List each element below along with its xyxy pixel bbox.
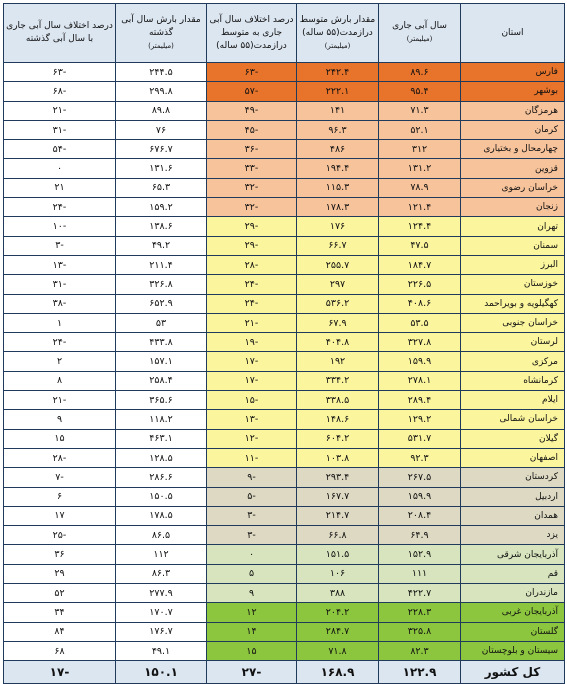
header-pct-vs-avg: درصد اختلاف سال آبی جاری به متوسط درازمدت(۵۵ ساله) — [207, 4, 297, 63]
cell-province: خراسان رضوی — [461, 178, 565, 197]
cell-pct-vs-last: ۶ — [4, 487, 116, 506]
cell-last-year: ۶۷۶.۷ — [116, 140, 207, 159]
cell-pct-vs-avg: -۲۹ — [207, 236, 297, 255]
cell-long-term-avg: ۶۰۴.۲ — [297, 429, 379, 448]
cell-pct-vs-avg: -۹ — [207, 468, 297, 487]
cell-province: چهارمحال و بختیاری — [461, 140, 565, 159]
cell-long-term-avg: ۲۰۴.۲ — [297, 603, 379, 622]
table-row — [4, 140, 565, 159]
cell-pct-vs-last: ۶۸ — [4, 641, 116, 660]
cell-long-term-avg: ۱۰۳.۸ — [297, 448, 379, 467]
cell-last-year: ۱۱۲ — [116, 545, 207, 564]
cell-pct-vs-avg: ۱۵ — [207, 641, 297, 660]
cell-long-term-avg: ۱۱۵.۳ — [297, 178, 379, 197]
cell-pct-vs-last: ۵۲ — [4, 584, 116, 603]
cell-pct-vs-avg: -۵ — [207, 487, 297, 506]
cell-pct-vs-last: ۱۵ — [4, 429, 116, 448]
cell-pct-vs-avg: -۳۶ — [207, 140, 297, 159]
cell-pct-vs-last: ۸ — [4, 371, 116, 390]
cell-pct-vs-avg: -۶۳ — [207, 63, 297, 82]
cell-last-year: ۸۶.۳ — [116, 564, 207, 583]
table-footer — [4, 661, 565, 684]
cell-pct-vs-last: -۳۱ — [4, 275, 116, 294]
cell-long-term-avg: ۱۹۲ — [297, 352, 379, 371]
cell-pct-vs-avg: -۳۲ — [207, 178, 297, 197]
cell-pct-vs-avg: ۱۴ — [207, 622, 297, 641]
cell-long-term-avg: ۲۸۴.۷ — [297, 622, 379, 641]
cell-province: مرکزی — [461, 352, 565, 371]
cell-current-year: ۹۲.۳ — [379, 448, 461, 467]
total-avg: ۱۶۸.۹ — [297, 661, 379, 684]
table-row — [4, 82, 565, 101]
cell-pct-vs-last: -۲۸ — [4, 448, 116, 467]
cell-long-term-avg: ۶۶.۸ — [297, 526, 379, 545]
cell-long-term-avg: ۶۷.۹ — [297, 313, 379, 332]
cell-last-year: ۲۷۷.۹ — [116, 584, 207, 603]
cell-current-year: ۱۵۹.۹ — [379, 352, 461, 371]
cell-province: هرمزگان — [461, 101, 565, 120]
table-row — [4, 159, 565, 178]
cell-last-year: ۴۹.۲ — [116, 236, 207, 255]
cell-province: آذربایجان غربی — [461, 603, 565, 622]
cell-pct-vs-avg: -۱۷ — [207, 352, 297, 371]
cell-pct-vs-last: -۱۰ — [4, 217, 116, 236]
cell-pct-vs-avg: -۱۲ — [207, 429, 297, 448]
table-row — [4, 526, 565, 545]
cell-last-year: ۶۵.۳ — [116, 178, 207, 197]
cell-current-year: ۷۸.۹ — [379, 178, 461, 197]
cell-last-year: ۸۶.۵ — [116, 526, 207, 545]
table-row — [4, 506, 565, 525]
cell-long-term-avg: ۲۱۴.۷ — [297, 506, 379, 525]
table-row — [4, 391, 565, 410]
cell-long-term-avg: ۲۴۲.۴ — [297, 63, 379, 82]
cell-current-year: ۲۰۸.۴ — [379, 506, 461, 525]
cell-current-year: ۲۲۸.۳ — [379, 603, 461, 622]
cell-pct-vs-last: -۳۱ — [4, 120, 116, 139]
cell-long-term-avg: ۱۰۶ — [297, 564, 379, 583]
table-body — [4, 63, 565, 661]
cell-province: خراسان شمالی — [461, 410, 565, 429]
cell-long-term-avg: ۹۶.۳ — [297, 120, 379, 139]
cell-province: گیلان — [461, 429, 565, 448]
cell-current-year: ۱۸۴.۷ — [379, 255, 461, 274]
cell-last-year: ۴۶۳.۱ — [116, 429, 207, 448]
cell-pct-vs-last: -۷ — [4, 468, 116, 487]
cell-province: سیستان و بلوچستان — [461, 641, 565, 660]
cell-last-year: ۱۱۸.۲ — [116, 410, 207, 429]
cell-long-term-avg: ۳۳۸.۵ — [297, 391, 379, 410]
cell-current-year: ۲۸۹.۴ — [379, 391, 461, 410]
cell-last-year: ۸۹.۸ — [116, 101, 207, 120]
cell-pct-vs-avg: -۳ — [207, 526, 297, 545]
cell-last-year: ۳۲۶.۸ — [116, 275, 207, 294]
cell-pct-vs-last: -۵۴ — [4, 140, 116, 159]
table-row — [4, 255, 565, 274]
cell-current-year: ۸۹.۶ — [379, 63, 461, 82]
cell-current-year: ۳۲۷.۸ — [379, 333, 461, 352]
cell-pct-vs-last: ۸۴ — [4, 622, 116, 641]
cell-pct-vs-last: ۰ — [4, 159, 116, 178]
total-pct-avg: -۲۷ — [207, 661, 297, 684]
table-row — [4, 448, 565, 467]
rainfall-table-container — [3, 3, 564, 684]
cell-last-year: ۱۳۱.۶ — [116, 159, 207, 178]
cell-current-year: ۴۲۲.۷ — [379, 584, 461, 603]
cell-long-term-avg: ۵۳۶.۲ — [297, 294, 379, 313]
cell-province: فارس — [461, 63, 565, 82]
cell-current-year: ۱۵۹.۹ — [379, 487, 461, 506]
cell-pct-vs-last: ۲۹ — [4, 564, 116, 583]
cell-pct-vs-avg: ۰ — [207, 545, 297, 564]
cell-pct-vs-last: -۲۴ — [4, 198, 116, 217]
cell-last-year: ۱۷۰.۷ — [116, 603, 207, 622]
table-row — [4, 120, 565, 139]
cell-pct-vs-avg: ۹ — [207, 584, 297, 603]
cell-pct-vs-avg: -۲۴ — [207, 294, 297, 313]
cell-province: قزوین — [461, 159, 565, 178]
cell-pct-vs-avg: -۲۴ — [207, 275, 297, 294]
cell-pct-vs-avg: -۲۸ — [207, 255, 297, 274]
cell-pct-vs-avg: -۲۹ — [207, 217, 297, 236]
cell-current-year: ۷۱.۳ — [379, 101, 461, 120]
cell-long-term-avg: ۲۹۳.۴ — [297, 468, 379, 487]
table-row — [4, 178, 565, 197]
cell-pct-vs-avg: -۲۱ — [207, 313, 297, 332]
cell-pct-vs-last: -۲۵ — [4, 526, 116, 545]
total-row — [4, 661, 565, 684]
table-row — [4, 371, 565, 390]
header-pct-vs-last: درصد اختلاف سال آبی جاری با سال آبی گذشته — [4, 4, 116, 63]
header-last-year: مقدار بارش سال آبی گذشته (میلیمتر) — [116, 4, 207, 63]
cell-province: آذربایجان شرقی — [461, 545, 565, 564]
table-row — [4, 584, 565, 603]
cell-long-term-avg: ۱۷۸.۳ — [297, 198, 379, 217]
cell-current-year: ۲۷۸.۱ — [379, 371, 461, 390]
cell-long-term-avg: ۱۴۸.۶ — [297, 410, 379, 429]
cell-last-year: ۲۹۹.۸ — [116, 82, 207, 101]
cell-province: مازندران — [461, 584, 565, 603]
cell-pct-vs-avg: ۱۲ — [207, 603, 297, 622]
cell-long-term-avg: ۱۴۱ — [297, 101, 379, 120]
table-row — [4, 487, 565, 506]
cell-current-year: ۹۵.۴ — [379, 82, 461, 101]
cell-last-year: ۱۷۶.۷ — [116, 622, 207, 641]
table-row — [4, 603, 565, 622]
table-row — [4, 217, 565, 236]
cell-pct-vs-last: ۳۶ — [4, 545, 116, 564]
cell-current-year: ۸۲.۳ — [379, 641, 461, 660]
cell-pct-vs-last: ۱۷ — [4, 506, 116, 525]
table-header — [4, 4, 565, 63]
table-row — [4, 352, 565, 371]
cell-current-year: ۱۱۱ — [379, 564, 461, 583]
cell-pct-vs-last: -۱۳ — [4, 255, 116, 274]
cell-current-year: ۶۴.۹ — [379, 526, 461, 545]
cell-current-year: ۳۲۵.۸ — [379, 622, 461, 641]
cell-province: کهگیلویه و بویراحمد — [461, 294, 565, 313]
cell-pct-vs-last: -۶۸ — [4, 82, 116, 101]
header-long-term-avg: مقدار بارش متوسط درازمدت(۵۵ ساله) (میلیمتر) — [297, 4, 379, 63]
cell-pct-vs-avg: -۱۵ — [207, 391, 297, 410]
cell-province: کرمانشاه — [461, 371, 565, 390]
cell-pct-vs-last: -۲۱ — [4, 391, 116, 410]
cell-last-year: ۱۳۸.۶ — [116, 217, 207, 236]
cell-pct-vs-avg: -۴۵ — [207, 120, 297, 139]
total-current: ۱۲۲.۹ — [379, 661, 461, 684]
table-row — [4, 198, 565, 217]
table-row — [4, 622, 565, 641]
cell-last-year: ۶۵۲.۹ — [116, 294, 207, 313]
cell-province: تهران — [461, 217, 565, 236]
total-label: کل کشور — [461, 661, 565, 684]
cell-pct-vs-avg: -۴۹ — [207, 101, 297, 120]
cell-province: البرز — [461, 255, 565, 274]
cell-province: بوشهر — [461, 82, 565, 101]
header-province: استان — [461, 4, 565, 63]
cell-long-term-avg: ۲۲۲.۱ — [297, 82, 379, 101]
cell-pct-vs-avg: -۱۹ — [207, 333, 297, 352]
cell-last-year: ۴۹.۱ — [116, 641, 207, 660]
cell-province: همدان — [461, 506, 565, 525]
table-row — [4, 429, 565, 448]
cell-province: یزد — [461, 526, 565, 545]
table-row — [4, 468, 565, 487]
cell-long-term-avg: ۳۸۸ — [297, 584, 379, 603]
cell-last-year: ۲۱۱.۴ — [116, 255, 207, 274]
cell-long-term-avg: ۱۵۱.۵ — [297, 545, 379, 564]
cell-current-year: ۱۵۲.۹ — [379, 545, 461, 564]
cell-pct-vs-avg: -۱۳ — [207, 410, 297, 429]
cell-pct-vs-avg: -۱۱ — [207, 448, 297, 467]
cell-long-term-avg: ۴۸۶ — [297, 140, 379, 159]
cell-current-year: ۴۰۸.۶ — [379, 294, 461, 313]
cell-pct-vs-last: -۲۱ — [4, 101, 116, 120]
table-row — [4, 275, 565, 294]
cell-province: خوزستان — [461, 275, 565, 294]
table-row — [4, 564, 565, 583]
cell-pct-vs-last: ۱ — [4, 313, 116, 332]
table-row — [4, 410, 565, 429]
total-last: ۱۵۰.۱ — [116, 661, 207, 684]
cell-last-year: ۱۵۰.۵ — [116, 487, 207, 506]
cell-last-year: ۲۵۸.۴ — [116, 371, 207, 390]
cell-current-year: ۲۶۷.۵ — [379, 468, 461, 487]
table-row — [4, 63, 565, 82]
cell-current-year: ۴۷.۵ — [379, 236, 461, 255]
cell-province: کردستان — [461, 468, 565, 487]
total-pct-last: -۱۷ — [4, 661, 116, 684]
table-row — [4, 641, 565, 660]
cell-current-year: ۱۲۴.۴ — [379, 217, 461, 236]
cell-current-year: ۱۲۱.۴ — [379, 198, 461, 217]
cell-pct-vs-avg: -۵۷ — [207, 82, 297, 101]
cell-current-year: ۵۳.۵ — [379, 313, 461, 332]
cell-last-year: ۱۲۸.۵ — [116, 448, 207, 467]
cell-province: گلستان — [461, 622, 565, 641]
cell-last-year: ۷۶ — [116, 120, 207, 139]
cell-long-term-avg: ۳۳۴.۲ — [297, 371, 379, 390]
cell-pct-vs-last: ۲۱ — [4, 178, 116, 197]
table-row — [4, 294, 565, 313]
cell-province: زنجان — [461, 198, 565, 217]
cell-pct-vs-last: -۳۸ — [4, 294, 116, 313]
cell-pct-vs-avg: -۱۷ — [207, 371, 297, 390]
cell-province: اردبیل — [461, 487, 565, 506]
cell-pct-vs-last: ۳۴ — [4, 603, 116, 622]
table-row — [4, 101, 565, 120]
cell-province: لرستان — [461, 333, 565, 352]
cell-pct-vs-avg: -۳۳ — [207, 159, 297, 178]
table-row — [4, 545, 565, 564]
cell-pct-vs-last: -۳ — [4, 236, 116, 255]
cell-long-term-avg: ۲۵۵.۷ — [297, 255, 379, 274]
cell-last-year: ۴۳۳.۸ — [116, 333, 207, 352]
cell-current-year: ۵۳۱.۷ — [379, 429, 461, 448]
cell-long-term-avg: ۴۰۴.۸ — [297, 333, 379, 352]
cell-current-year: ۱۳۱.۲ — [379, 159, 461, 178]
cell-long-term-avg: ۱۹۴.۴ — [297, 159, 379, 178]
cell-pct-vs-last: ۲ — [4, 352, 116, 371]
cell-province: سمنان — [461, 236, 565, 255]
cell-pct-vs-last: ۹ — [4, 410, 116, 429]
cell-pct-vs-avg: ۵ — [207, 564, 297, 583]
cell-long-term-avg: ۲۹۷ — [297, 275, 379, 294]
cell-long-term-avg: ۱۶۷.۷ — [297, 487, 379, 506]
cell-last-year: ۳۶۵.۶ — [116, 391, 207, 410]
cell-province: اصفهان — [461, 448, 565, 467]
cell-current-year: ۲۲۶.۵ — [379, 275, 461, 294]
cell-last-year: ۵۳ — [116, 313, 207, 332]
cell-last-year: ۱۷۸.۵ — [116, 506, 207, 525]
cell-last-year: ۲۸۶.۶ — [116, 468, 207, 487]
rainfall-table — [3, 3, 565, 684]
cell-current-year: ۱۲۹.۲ — [379, 410, 461, 429]
cell-province: ایلام — [461, 391, 565, 410]
cell-pct-vs-avg: -۳ — [207, 506, 297, 525]
cell-last-year: ۱۵۷.۱ — [116, 352, 207, 371]
cell-long-term-avg: ۷۱.۸ — [297, 641, 379, 660]
cell-pct-vs-avg: -۳۲ — [207, 198, 297, 217]
cell-province: قم — [461, 564, 565, 583]
cell-current-year: ۳۱۲ — [379, 140, 461, 159]
cell-long-term-avg: ۱۷۶ — [297, 217, 379, 236]
table-row — [4, 313, 565, 332]
cell-province: خراسان جنوبی — [461, 313, 565, 332]
cell-pct-vs-last: -۶۳ — [4, 63, 116, 82]
cell-last-year: ۱۵۹.۲ — [116, 198, 207, 217]
cell-pct-vs-last: -۲۴ — [4, 333, 116, 352]
table-row — [4, 236, 565, 255]
cell-province: کرمان — [461, 120, 565, 139]
header-current-year: سال آبی جاری (میلیمتر) — [379, 4, 461, 63]
table-row — [4, 333, 565, 352]
cell-current-year: ۵۲.۱ — [379, 120, 461, 139]
cell-last-year: ۲۴۴.۵ — [116, 63, 207, 82]
cell-long-term-avg: ۶۶.۷ — [297, 236, 379, 255]
